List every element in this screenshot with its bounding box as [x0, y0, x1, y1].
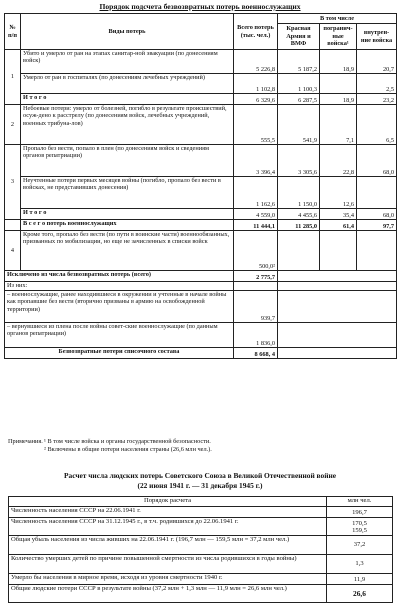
col-header-army: Красная Армия и ВМФ	[278, 24, 320, 50]
cell-total: 11 444,1	[234, 220, 278, 231]
table-row	[9, 555, 393, 574]
row-value: 1,3	[327, 555, 393, 574]
row-label: Безвозвратные потери списочного состава	[5, 348, 234, 359]
col-header-incl: В том числе	[278, 14, 397, 24]
row-label: Численность населения СССР на 22.06.1941 г.	[9, 507, 327, 518]
row-label: – вернувшиеся из плена после войны совет-ские военнослужащие (по данным органов репатриации)	[5, 323, 234, 348]
row-label: Общие людские потери СССР в результате войны (37,2 млн + 1,3 млн — 11,9 млн = 26,6 млн чел.)	[9, 585, 327, 603]
row-label: Неучтенные потери первых месяцев войны (погибло, пропало без вести в войсках, не представивших донесения)	[21, 177, 234, 209]
row-label: И т о г о	[21, 209, 234, 220]
row-value: 37,2	[327, 536, 393, 555]
cell-border: 18,9	[320, 94, 357, 105]
row-value: 26,6	[327, 585, 393, 603]
table-row	[9, 518, 393, 536]
calculation-table	[8, 496, 393, 603]
empty-cell	[278, 271, 397, 282]
cell-total: 500,0²	[234, 231, 278, 271]
empty-cell	[278, 348, 397, 359]
cell-total: 6 329,6	[234, 94, 278, 105]
row-label: Численность населения СССР на 31.12.1945 г., в т.ч. родившихся до 22.06.1941 г.	[9, 518, 327, 536]
cell-internal: 68,0	[357, 145, 397, 177]
empty-cell	[278, 282, 397, 291]
cell-total: 939,7	[234, 291, 278, 323]
col-header-internal: внутрен-ние войска	[357, 24, 397, 50]
table-row-subtotal	[5, 94, 397, 105]
empty-cell	[357, 231, 397, 271]
row-label: Из них:	[5, 282, 234, 291]
note-1: ¹ В том числе войска и органы государственной безопасности.	[44, 438, 211, 445]
empty-cell	[320, 231, 357, 271]
note-2: ² Включены в общие потери населения страны (26,6 млн чел.).	[44, 446, 212, 453]
cell-border: 22,8	[320, 145, 357, 177]
col-header-num: № п/п	[5, 14, 21, 50]
cell-border	[320, 74, 357, 94]
row-label: Количество умерших детей по причине повышенной смертности из числа родившихся в годы войны)	[9, 555, 327, 574]
table2-title	[0, 471, 400, 491]
cell-army: 5 187,2	[278, 50, 320, 74]
cell-internal	[357, 177, 397, 209]
table-row-subtotal	[5, 209, 397, 220]
cell-border: 61,4	[320, 220, 357, 231]
cell-total: 1 162,6	[234, 177, 278, 209]
cell-total: 8 668, 4	[234, 348, 278, 359]
row-label: И т о г о	[21, 94, 234, 105]
cell-army: 1 100,3	[278, 74, 320, 94]
table-row	[5, 291, 397, 323]
cell-internal: 68,0	[357, 209, 397, 220]
cell-internal: 20,7	[357, 50, 397, 74]
row-label: Исключено из числа безвозвратных потерь (всего)	[5, 271, 234, 282]
cell-army: 541,9	[278, 105, 320, 145]
table2-title-line1: Расчет числа людских потерь Советского Союза в Великой Отечественной войне	[64, 471, 336, 480]
row-value: 196,7	[327, 507, 393, 518]
cell-army: 4 455,6	[278, 209, 320, 220]
row-label: Общая убыль населения из числа живших на 22.06.1941 г. (196,7 млн — 159,5 млн = 37,2 млн чел.)	[9, 536, 327, 555]
table-row-total	[5, 220, 397, 231]
cell-army: 1 150,0	[278, 177, 320, 209]
cell-border: 18,9	[320, 50, 357, 74]
table2-title-line2: (22 июня 1941 г. — 31 декабря 1945 г.)	[137, 481, 263, 490]
cell-total: 2 775,7	[234, 271, 278, 282]
empty-cell	[234, 282, 278, 291]
row-label: – военнослужащие, ранее находившиеся в окружении и учтенные в начале войны как пропавшие без вести (вторично призваны в армию на освобожденной территории)	[5, 291, 234, 323]
row-label: Умерло от ран в госпиталях (по донесениям лечебных учреждений)	[21, 74, 234, 94]
cell-border: 35,4	[320, 209, 357, 220]
notes-label: Примечания.	[8, 438, 43, 445]
cell-border: 12,6	[320, 177, 357, 209]
cell-total: 5 226,8	[234, 50, 278, 74]
cell-army: 11 285,0	[278, 220, 320, 231]
row-label: Убито и умерло от ран на этапах санитар-ной эвакуации (по донесениям войск)	[21, 50, 234, 74]
cell-total: 3 396,4	[234, 145, 278, 177]
row-value: 11,9	[327, 574, 393, 585]
col-header-total: Всего потерь (тыс. чел.)	[234, 14, 278, 50]
col-header-border: погранич-ные войска¹	[320, 24, 357, 50]
row-number: 4	[5, 231, 21, 271]
row-label: В с е г о потерь военнослужащих	[21, 220, 234, 231]
row-number: 3	[5, 145, 21, 220]
cell-total: 4 559,0	[234, 209, 278, 220]
table-row	[5, 231, 397, 271]
notes-block	[8, 438, 392, 454]
losses-table	[4, 13, 397, 359]
empty-cell	[278, 291, 397, 323]
cell-internal: 6,5	[357, 105, 397, 145]
cell-army: 3 305,6	[278, 145, 320, 177]
table1-title: Порядок подсчета безвозвратных потерь военнослужащих	[99, 2, 301, 11]
row-label: Пропало без вести, попало в плен (по донесениям войск и сведениям органов репатриации)	[21, 145, 234, 177]
empty-cell	[5, 220, 21, 231]
row-label: Умерло бы населения в мирное время, исходя из уровня смертности 1940 г.	[9, 574, 327, 585]
cell-total: 1 836,0	[234, 323, 278, 348]
row-label: Небоевые потери: умерло от болезней, погибло в результате происшествий, осуж-дено к расстрелу (по донесениям войск, лечебных учреждений, военных трибуна-лов)	[21, 105, 234, 145]
table-row	[5, 105, 397, 145]
table-row	[9, 574, 393, 585]
row-number: 2	[5, 105, 21, 145]
table-row-excluded	[5, 271, 397, 282]
empty-cell	[278, 323, 397, 348]
table-row	[5, 145, 397, 177]
col-header-order: Порядок расчета	[9, 497, 327, 507]
table-row-final	[5, 348, 397, 359]
cell-internal: 2,5	[357, 74, 397, 94]
cell-border: 7,1	[320, 105, 357, 145]
table-row	[5, 50, 397, 74]
table-row	[5, 323, 397, 348]
row-value: 170,5 159,5	[327, 518, 393, 536]
col-header-type: Виды потерь	[21, 14, 234, 50]
cell-internal: 23,2	[357, 94, 397, 105]
table-row	[9, 536, 393, 555]
table-row	[5, 282, 397, 291]
cell-total: 555,5	[234, 105, 278, 145]
cell-internal: 97,7	[357, 220, 397, 231]
cell-army: 6 287,5	[278, 94, 320, 105]
table-row	[5, 74, 397, 94]
col-header-value: млн чел.	[327, 497, 393, 507]
table-row-final	[9, 585, 393, 603]
empty-cell	[278, 231, 320, 271]
row-number: 1	[5, 50, 21, 105]
cell-total: 1 102,8	[234, 74, 278, 94]
row-label: Кроме того, пропало без вести (по пути в воинские части) военнообязанных, призванных по мобилизации, но еще не зачисленных в списки войск	[21, 231, 234, 271]
table-row	[5, 177, 397, 209]
table-row	[9, 507, 393, 518]
